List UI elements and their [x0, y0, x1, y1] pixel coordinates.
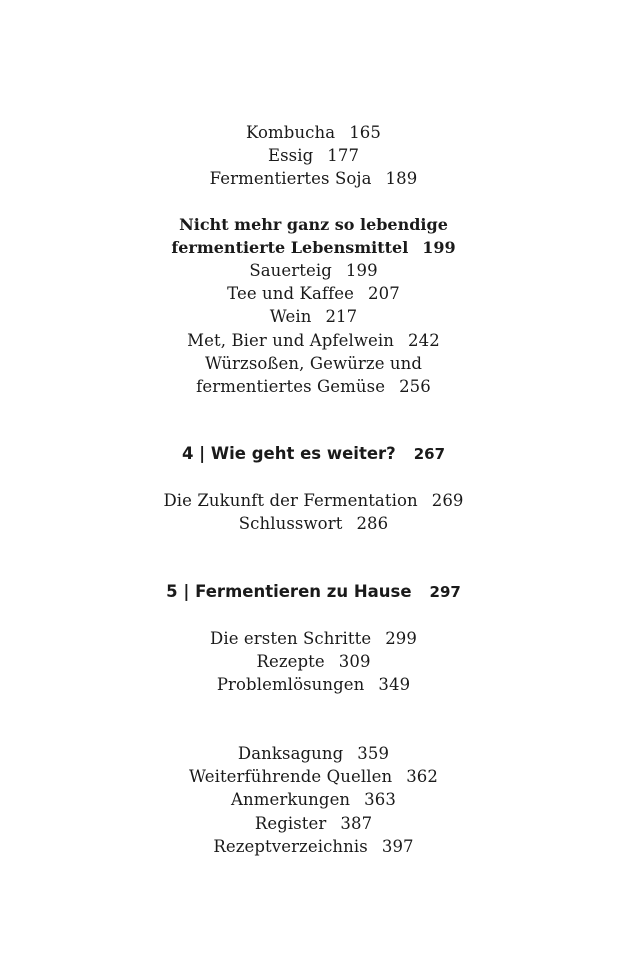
toc-entry-title: Anmerkungen — [231, 790, 351, 810]
toc-entry[interactable] — [0, 144, 627, 167]
toc-entry[interactable] — [0, 627, 627, 650]
toc-entry[interactable] — [0, 788, 627, 811]
toc-entry-page: 217 — [325, 307, 358, 327]
toc-entry-title: Rezeptverzeichnis — [213, 836, 368, 856]
toc-entry-page: 387 — [340, 813, 373, 833]
toc-entry-title: Fermentiertes Soja — [209, 169, 372, 189]
toc-entry-page: 165 — [349, 123, 381, 142]
toc-entry-page: 397 — [381, 836, 414, 856]
toc-entry-title: Die ersten Schritte — [210, 629, 372, 648]
subsection-page: 199 — [422, 238, 456, 258]
toc-entry-page: 269 — [431, 491, 464, 510]
chapter-title: 4 | Wie geht es weiter? — [181, 444, 396, 463]
chapter-page: 297 — [429, 583, 461, 601]
toc-entry-page: 362 — [406, 767, 438, 787]
toc-entry-title: Kombucha — [246, 123, 336, 142]
toc-entry-page: 299 — [385, 629, 417, 648]
toc-chapter-4-heading[interactable] — [0, 442, 627, 466]
toc-entry-page: 286 — [356, 514, 389, 534]
toc-entry-page: 256 — [399, 376, 431, 396]
chapter-heading — [0, 580, 627, 604]
toc-chapter-5-heading[interactable] — [0, 580, 627, 604]
toc-entry-title: Rezepte — [256, 652, 325, 672]
subsection-title-line-2 — [0, 236, 627, 259]
toc-entry[interactable] — [0, 259, 627, 282]
toc-entry-title: Problemlösungen — [216, 675, 365, 695]
toc-subsection-heading[interactable] — [0, 213, 627, 259]
toc-entry-title: Met, Bier und Apfelwein — [187, 330, 395, 350]
toc-entry-page: 359 — [357, 744, 390, 763]
toc-entry-page: 242 — [408, 330, 440, 350]
toc-entry-title: Essig — [267, 146, 314, 166]
toc-chapter-5-entries — [0, 627, 627, 697]
chapter-title: 5 | Fermentieren zu Hause — [166, 582, 412, 601]
toc-entry-title: Danksagung — [237, 744, 344, 763]
toc-entry-page: 309 — [338, 652, 371, 672]
toc-entry[interactable] — [0, 489, 627, 512]
toc-entry-page: 189 — [385, 169, 418, 189]
subsection-title-text: fermentierte Lebensmittel — [171, 238, 409, 258]
toc-entry-title: Sauerteig — [249, 261, 332, 280]
toc-entry-page: 177 — [327, 146, 360, 166]
toc-group-less-alive-foods — [0, 259, 627, 398]
toc-entry[interactable] — [0, 121, 627, 144]
toc-entry-line-1[interactable]: Würzsoßen, Gewürze und — [204, 353, 423, 373]
toc-entry-title: fermentiertes Gemüse — [196, 376, 386, 396]
toc-backmatter — [0, 742, 627, 858]
toc-entry[interactable] — [0, 305, 627, 328]
toc-entry[interactable] — [0, 650, 627, 673]
chapter-heading — [0, 442, 627, 466]
toc-chapter-4-entries — [0, 489, 627, 535]
toc-entry-title: Schlusswort — [238, 514, 343, 534]
toc-entry-title: Register — [254, 813, 327, 833]
toc-entry[interactable] — [0, 512, 627, 535]
toc-entry-title: Tee und Kaffee — [227, 284, 355, 304]
toc-entry[interactable] — [0, 812, 627, 835]
toc-entry[interactable] — [0, 835, 627, 858]
toc-entry-title: Die Zukunft der Fermentation — [163, 491, 418, 510]
toc-entry-line-2[interactable] — [0, 375, 627, 398]
toc-entry-page: 363 — [364, 790, 396, 810]
toc-entry[interactable] — [0, 742, 627, 765]
chapter-page: 267 — [413, 445, 446, 463]
toc-entry[interactable] — [0, 765, 627, 788]
toc-entry[interactable] — [0, 673, 627, 696]
subsection-title-line-1: Nicht mehr ganz so lebendige — [179, 215, 448, 234]
toc-entry-title: Weiterführende Quellen — [188, 767, 393, 787]
toc-group-fermented-foods — [0, 121, 627, 191]
toc-entry-page: 199 — [345, 261, 378, 280]
toc-entry[interactable] — [0, 282, 627, 305]
toc-entry[interactable] — [0, 167, 627, 190]
toc-entry-title: Wein — [269, 307, 312, 327]
toc-entry-page: 207 — [368, 284, 400, 304]
toc-entry[interactable] — [0, 329, 627, 352]
toc-entry-page: 349 — [378, 675, 411, 695]
